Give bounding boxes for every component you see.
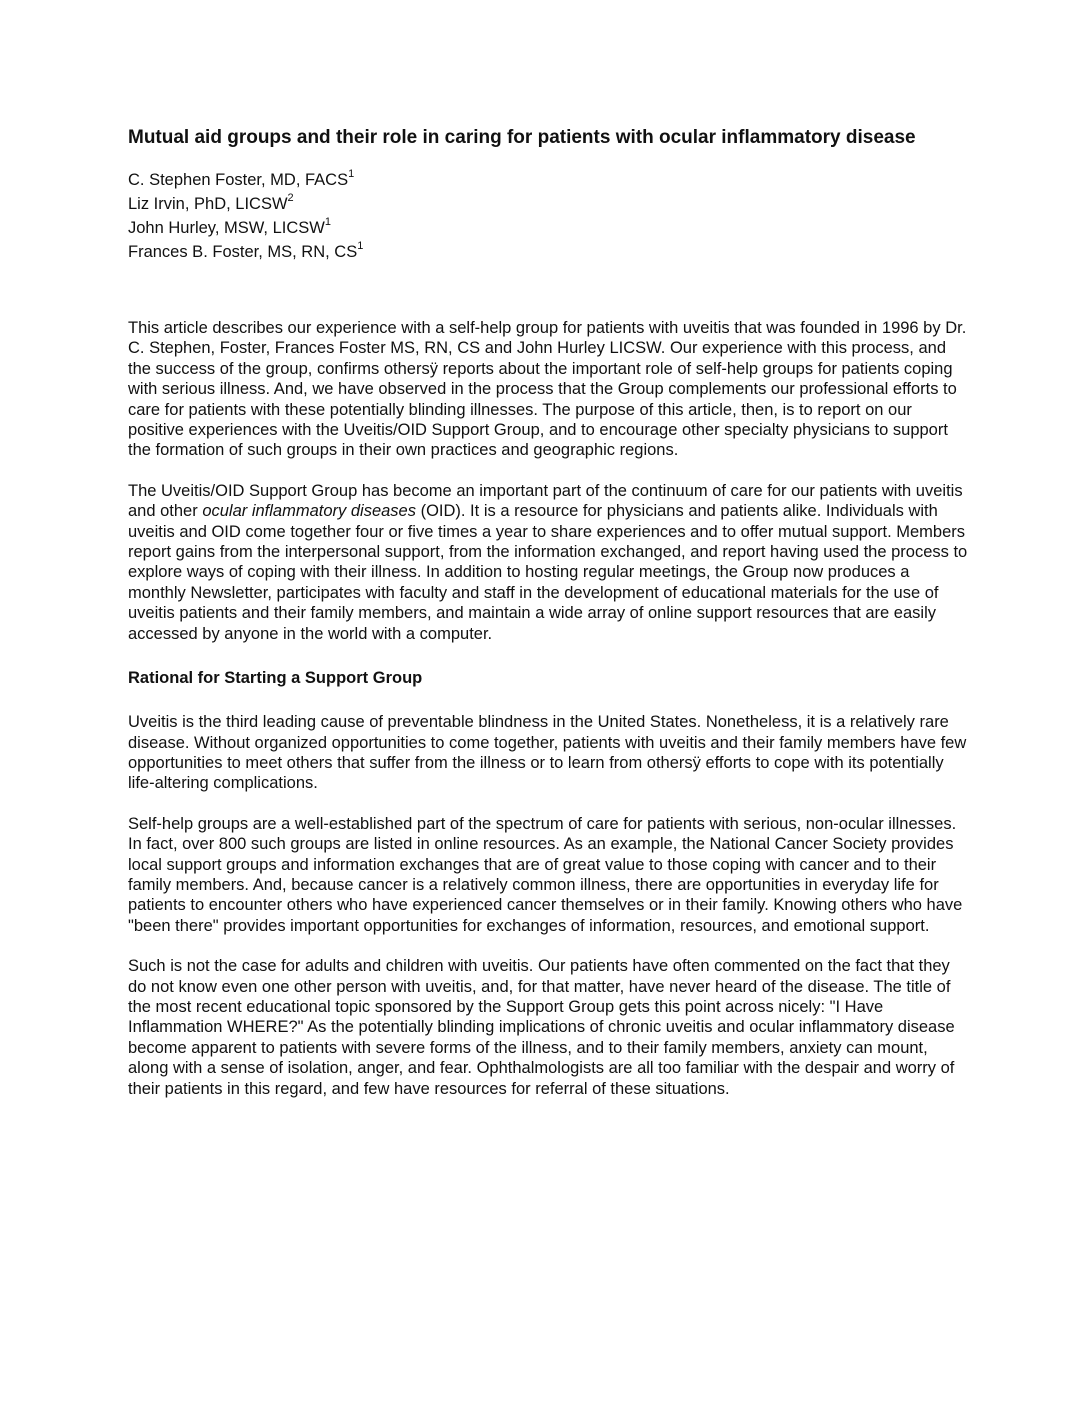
author-name: John Hurley, MSW, LICSW: [128, 219, 325, 237]
support-text-before: The Uveitis/OID Support Group has become an important part of the continuum of care for our patients with uveitis and other: [128, 481, 963, 521]
author-list: [128, 168, 968, 264]
author-name: Frances B. Foster, MS, RN, CS: [128, 243, 358, 261]
document-page: [128, 126, 968, 1099]
section-heading: Rational for Starting a Support Group: [128, 669, 423, 688]
author-3: [128, 216, 968, 240]
author-affiliation: 1: [357, 239, 364, 252]
author-1: [128, 168, 968, 192]
author-2: [128, 192, 968, 216]
document-title: Mutual aid groups and their role in caring for patients with ocular inflammatory disease: [128, 127, 916, 148]
author-name: Liz Irvin, PhD, LICSW: [128, 195, 288, 213]
author-name: C. Stephen Foster, MD, FACS: [128, 171, 349, 189]
support-text-after: (OID). It is a resource for physicians and patients alike. Individuals with uveitis and OID come together four or five times a year to share experiences and to offer mutual support. Members report gains from the interpersonal support, from the information exchanged, and report having used the process to explore ways of coping with their illness. In addition to hosting regular meetings, the Group now produces a monthly Newsletter, participates with faculty and staff in the development of educational materials for the use of uveitis patients and their family members, and maintain a wide array of online support resources that are easily accessed by anyone in the world with a computer.: [128, 502, 968, 643]
author-affiliation: 1: [324, 215, 331, 228]
author-affiliation: 1: [348, 167, 355, 180]
section-paragraph-1: Uveitis is the third leading cause of preventable blindness in the United States. Nonetheless, it is a relatively rare disease. Without organized opportunities to come together, patients with uveitis and their family members have few opportunities to meet others that suffer from the illness or to learn from othersÿ efforts to cope with its potentially life-altering complications.: [128, 713, 967, 793]
support-group-paragraph: [128, 481, 968, 644]
support-text-italic: ocular inflammatory diseases: [202, 502, 416, 521]
section-paragraph-3: Such is not the case for adults and children with uveitis. Our patients have often commented on the fact that they do not know even one other person with uveitis, and, for that matter, have never heard of the disease. The title of the most recent educational topic sponsored by the Support Group gets this point across nicely: "I Have Inflammation WHERE?" As the potentially blinding implications of chronic uveitis and ocular inflammatory disease become apparent to patients with severe forms of the illness, and to their family members, anxiety can mount, along with a sense of isolation, anger, and fear. Ophthalmologists are all too familiar with the despair and worry of their patients in this regard, and few have resources for referral of these situations.: [128, 957, 955, 1098]
intro-paragraph: This article describes our experience with a self-help group for patients with uveitis that was founded in 1996 by Dr. C. Stephen, Foster, Frances Foster MS, RN, CS and John Hurley LICSW. Our experience with this process, and the success of the group, confirms othersÿ reports about the important role of self-help groups for patients coping with serious illness. And, we have observed in the process that the Group complements our professional efforts to care for patients with these potentially blinding illnesses. The purpose of this article, then, is to report on our positive experiences with the Uveitis/OID Support Group, and to encourage other specialty physicians to support the formation of such groups in their own practices and geographic regions.: [128, 319, 967, 460]
author-affiliation: 2: [287, 191, 294, 204]
author-4: [128, 240, 968, 264]
section-paragraph-2: Self-help groups are a well-established part of the spectrum of care for patients with serious, non-ocular illnesses. In fact, over 800 such groups are listed in online resources. As an example, the National Cancer Society provides local support groups and information exchanges that are of great value to those coping with cancer and to their family members. And, because cancer is a relatively common illness, there are opportunities in everyday life for patients to encounter others who have experienced cancer themselves or in their family. Knowing others who have "been there" provides important opportunities for exchanges of information, resources, and emotional support.: [128, 814, 963, 935]
